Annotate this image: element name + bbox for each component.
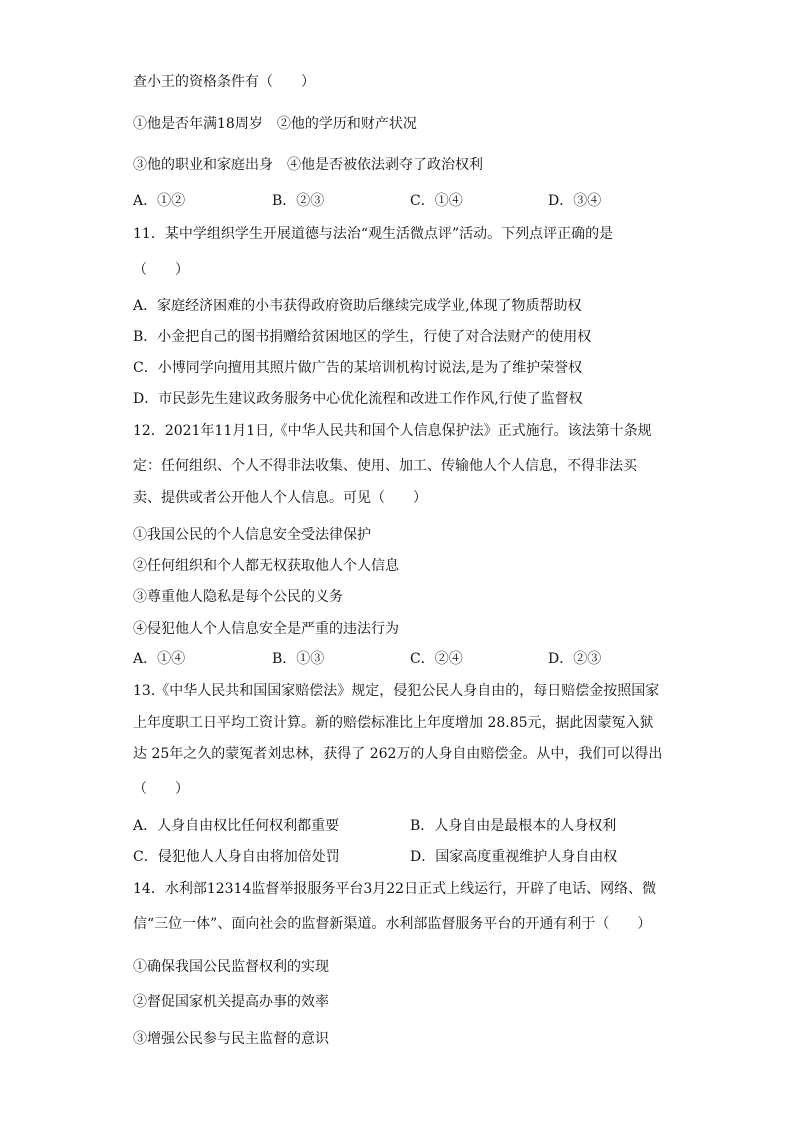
q11-option-c: C．小博同学向擅用其照片做广告的某培训机构讨说法,是为了维护荣誉权 [133, 360, 583, 376]
q10-option-c: C．①④ [410, 193, 463, 209]
q13-stem-line-1: 13.《中华人民共和国国家赔偿法》规定，侵犯公民人身自由的，每日赔偿金按照国家 [133, 683, 660, 699]
q13-paren: （ ） [133, 781, 189, 797]
q13-option-c: C．侵犯他人人身自由将加倍处罚 [133, 849, 340, 865]
q13-stem-line-3: 达 25年之久的蒙冤者刘忠林，获得了 262万的人身自由赔偿金。从中，我们可以得出 [133, 746, 663, 762]
q14-item-3: ③增强公民参与民主监督的意识 [133, 1031, 329, 1047]
q12-stem-line-1: 12．2021年11月1日,《中华人民共和国个人信息保护法》正式施行。该法第十条规 [133, 423, 652, 439]
q14-item-1: ①确保我国公民监督权利的实现 [133, 959, 329, 975]
q10-option-d: D．③④ [548, 193, 602, 209]
q12-option-d: D．②③ [548, 651, 602, 667]
q14-item-2: ②督促国家机关提高办事的效率 [133, 994, 329, 1010]
q12-option-b: B．①③ [272, 651, 325, 667]
q10-option-b: B．②③ [272, 193, 325, 209]
q11-option-d: D．市民彭先生建议政务服务中心优化流程和改进工作作风,行使了监督权 [133, 391, 583, 407]
q14-stem-line-2: 信“三位一体”、面向社会的监督新渠道。水利部监督服务平台的开通有利于（ ） [133, 916, 652, 932]
q10-stem-end: 查小王的资格条件有（ ） [133, 74, 315, 90]
q13-stem-line-2: 上年度职工日平均工资计算。新的赔偿标准比上年度增加 28.85元，据此因蒙冤入狱 [133, 715, 654, 731]
q11-option-a: A．家庭经济困难的小韦获得政府资助后继续完成学业,体现了物质帮助权 [133, 298, 582, 314]
q12-option-c: C．②④ [410, 651, 463, 667]
q10-items-3-4: ③他的职业和家庭出身 ④他是否被依法剥夺了政治权利 [133, 157, 483, 173]
q11-option-b: B．小金把自己的图书捐赠给贫困地区的学生，行使了对合法财产的使用权 [133, 329, 592, 345]
q13-option-a: A．人身自由权比任何权利都重要 [133, 818, 340, 834]
q11-paren: （ ） [133, 262, 189, 278]
q12-item-1: ①我国公民的个人信息安全受法律保护 [133, 527, 371, 543]
q12-option-a: A．①④ [133, 651, 186, 667]
q12-stem-line-2: 定：任何组织、个人不得非法收集、使用、加工、传输他人个人信息，不得非法买 [133, 458, 637, 474]
q12-item-3: ③尊重他人隐私是每个公民的义务 [133, 589, 343, 605]
q12-item-2: ②任何组织和个人都无权获取他人个人信息 [133, 558, 399, 574]
q13-option-b: B．人身自由是最根本的人身权利 [410, 818, 617, 834]
q13-option-d: D．国家高度重视维护人身自由权 [410, 849, 618, 865]
q14-stem-line-1: 14．水利部12314监督举报服务平台3月22日正式上线运行，开辟了电话、网络、微 [133, 881, 657, 897]
q10-items-1-2: ①他是否年满18周岁 ②他的学历和财产状况 [133, 116, 417, 132]
q11-stem: 11．某中学组织学生开展道德与法治“观生活微点评”活动。下列点评正确的是 [133, 226, 614, 242]
q12-stem-line-3: 卖、提供或者公开他人个人信息。可见（ ） [133, 490, 427, 506]
q12-item-4: ④侵犯他人个人信息安全是严重的违法行为 [133, 621, 399, 637]
q10-option-a: A．①② [133, 193, 186, 209]
